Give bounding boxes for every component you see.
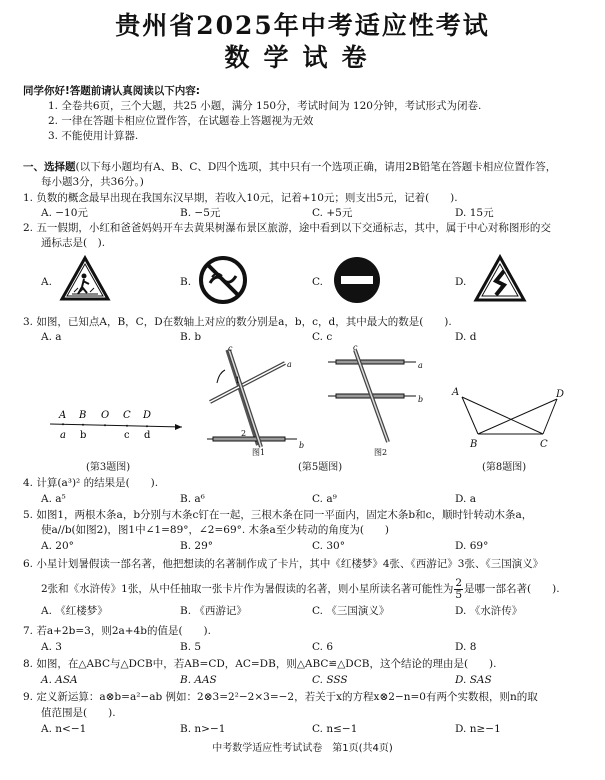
option-b[interactable]: B. n>−1 <box>180 723 226 735</box>
option-d[interactable]: D. 《水浒传》 <box>455 605 523 617</box>
option-a[interactable]: A. ASA <box>41 674 78 686</box>
figure-caption: (第3题图) <box>86 462 131 473</box>
question-text-cont <box>41 576 560 602</box>
section-title: 一、选择题 <box>23 161 76 173</box>
vertex-label: D <box>556 389 565 400</box>
question-text: 小星计划暑假读一部名著，他把想读的名著制作成了卡片，其中《红楼梦》4张、《西游记》3张、《三国演义》 <box>36 558 544 570</box>
question-text: 计算(a³)² 的结果是( ). <box>36 477 159 489</box>
pedestrian-warning-sign-icon <box>60 256 110 302</box>
question-1 <box>23 191 458 205</box>
question-6 <box>23 557 543 571</box>
vertex-label: C <box>540 439 548 450</box>
question-number: 5. <box>23 509 34 521</box>
question-text: 若a+2b=3，则2a+4b的值是( ). <box>36 625 211 637</box>
figure-caption: (第5题图) <box>298 462 343 473</box>
question-3 <box>23 315 452 329</box>
option-a[interactable]: A. a <box>41 331 62 343</box>
question-number: 2. <box>23 222 34 234</box>
question-number: 1. <box>23 192 34 204</box>
option-b[interactable]: B. −5元 <box>180 207 221 219</box>
question-number: 7. <box>23 625 34 637</box>
angle-label: 2 <box>241 429 247 438</box>
option-c[interactable]: C. a⁹ <box>312 493 337 505</box>
option-a[interactable]: A. 《红楼梦》 <box>41 605 108 617</box>
option-c[interactable]: C. +5元 <box>312 207 353 219</box>
point-label: A <box>59 410 67 421</box>
option-c[interactable]: C. c <box>312 331 333 343</box>
question-text: 五一假期，小红和爸爸妈妈开车去黄果树瀑布景区旅游，途中看到以下交通标志，其中，属于中心对称图形的交 <box>36 222 551 234</box>
question-9 <box>23 690 538 704</box>
figure-1-label: 图1 <box>252 448 266 457</box>
option-a[interactable]: A. <box>41 276 52 288</box>
option-d[interactable]: D. 69° <box>455 540 489 552</box>
strip-label: c <box>353 343 358 352</box>
exam-title: 贵州省2025年中考适应性考试 <box>115 11 490 40</box>
question-7 <box>23 624 211 638</box>
no-entry-sign-icon <box>332 255 382 305</box>
question-text: 定义新运算：a⊗b=a²−ab 例如：2⊗3=2²−2×3=−2，若关于x的方程x⊗2−n=0有两个实数根，则n的取 <box>36 691 538 703</box>
number-line-figure <box>48 400 188 440</box>
option-b[interactable]: B. <box>180 276 192 288</box>
strip-label: b <box>418 395 424 404</box>
question-text: 负数的概念最早出现在我国东汉早期，若收入10元，记着+10元；则支出5元，记着( ). <box>36 192 458 204</box>
page-footer: 中考数学适应性考试试卷 第1页(共4页) <box>212 743 393 754</box>
winding-road-sign-icon <box>474 255 526 303</box>
option-d[interactable]: D. <box>455 276 467 288</box>
question-text: 如图，已知点A，B，C，D在数轴上对应的数分别是a，b，c，d，其中最大的数是( ). <box>36 316 452 328</box>
option-a[interactable]: A. 3 <box>41 641 62 653</box>
option-b[interactable]: B. AAS <box>180 674 217 686</box>
question-text-cont: 通标志是( ). <box>41 237 106 249</box>
option-c[interactable]: C. SSS <box>312 674 348 686</box>
question-text: 是哪一部名著( ). <box>464 583 560 595</box>
exam-subtitle: 数学试卷 <box>224 43 381 72</box>
option-d[interactable]: D. a <box>455 493 476 505</box>
section-note: (以下每小题均有A、B、C、D四个选项，其中只有一个选项正确，请用2B铅笔在答题卡相应位置作答， <box>75 161 557 173</box>
option-d[interactable]: D. 15元 <box>455 207 494 219</box>
option-a[interactable]: A. n<−1 <box>41 723 87 735</box>
vertex-label: B <box>470 439 478 450</box>
option-d[interactable]: D. SAS <box>455 674 492 686</box>
question-2 <box>23 221 551 235</box>
section-note-line2: 每小题3分，共36分。) <box>41 176 144 188</box>
option-b[interactable]: B. 29° <box>180 540 214 552</box>
value-label: c <box>124 430 130 441</box>
value-label: b <box>80 430 87 441</box>
fraction <box>454 578 463 601</box>
instruction-item: 3. 不能使用计算器. <box>48 130 139 142</box>
question-number: 6. <box>23 558 34 570</box>
option-b[interactable]: B. 5 <box>180 641 202 653</box>
strip-label: b <box>299 441 305 450</box>
question-number: 8. <box>23 658 34 670</box>
point-label: B <box>79 410 87 421</box>
value-label: a <box>60 430 66 441</box>
option-b[interactable]: B. a⁶ <box>180 493 205 505</box>
option-d[interactable]: D. d <box>455 331 477 343</box>
question-number: 3. <box>23 316 34 328</box>
option-b[interactable]: B. b <box>180 331 202 343</box>
wood-strips-figure-1 <box>205 345 305 450</box>
point-label: O <box>101 410 110 421</box>
strip-label: a <box>418 361 423 370</box>
option-b[interactable]: B. 《西游记》 <box>180 605 247 617</box>
option-c[interactable]: C. n≤−1 <box>312 723 358 735</box>
figure-caption: (第8题图) <box>482 462 527 473</box>
option-a[interactable]: A. −10元 <box>41 207 88 219</box>
option-c[interactable]: C. 30° <box>312 540 345 552</box>
instruction-item: 1. 全卷共6页，三个大题，共25 小题，满分 150分，考试时间为 120分钟，考试形式为闭卷. <box>48 100 482 112</box>
section-heading <box>23 160 556 174</box>
question-4 <box>23 476 158 490</box>
question-text-cont: 使a//b(如图2)，图1中∠1=89°，∠2=69°. 木条a至少转动的角度为( ) <box>41 524 390 536</box>
option-a[interactable]: A. 20° <box>41 540 74 552</box>
wood-strips-figure-2 <box>328 343 424 450</box>
fraction-numerator: 2 <box>455 576 463 589</box>
question-text-cont: 值范围是( ). <box>41 707 116 719</box>
option-a[interactable]: A. a⁵ <box>41 493 66 505</box>
fraction-denominator: 5 <box>455 588 463 601</box>
option-d[interactable]: D. 8 <box>455 641 477 653</box>
option-c[interactable]: C. 《三国演义》 <box>312 605 390 617</box>
no-horn-sign-icon <box>198 255 248 305</box>
instructions-heading: 同学你好!答题前请认真阅读以下内容: <box>23 85 200 97</box>
question-text: 2张和《水浒传》1张，从中任抽取一张卡片作为暑假读的名著，则小星所读名著可能性为 <box>41 583 454 595</box>
option-d[interactable]: D. n≥−1 <box>455 723 501 735</box>
question-8 <box>23 657 497 671</box>
value-label: d <box>144 430 151 441</box>
question-text: 如图1，两根木条a，b分别与木条c钉在一起，三根木条在同一平面内，固定木条b和c，顺时针转动木条a， <box>36 509 533 521</box>
option-c[interactable]: C. <box>312 276 323 288</box>
question-number: 9. <box>23 691 34 703</box>
vertex-label: A <box>452 387 460 398</box>
strip-label: a <box>287 360 292 369</box>
instruction-item: 2. 一律在答题卡相应位置作答，在试题卷上答题视为无效 <box>48 115 314 127</box>
point-label: D <box>143 410 152 421</box>
point-label: C <box>123 410 131 421</box>
strip-label: c <box>228 344 233 353</box>
question-text: 如图，在△ABC与△DCB中，若AB=CD，AC=DB，则△ABC≌△DCB，这个结论的理由是( ). <box>36 658 497 670</box>
question-number: 4. <box>23 477 34 489</box>
option-c[interactable]: C. 6 <box>312 641 334 653</box>
angle-label: 1 <box>235 376 241 385</box>
question-5 <box>23 508 532 522</box>
figure-2-label: 图2 <box>374 448 388 457</box>
triangles-figure <box>450 385 570 455</box>
